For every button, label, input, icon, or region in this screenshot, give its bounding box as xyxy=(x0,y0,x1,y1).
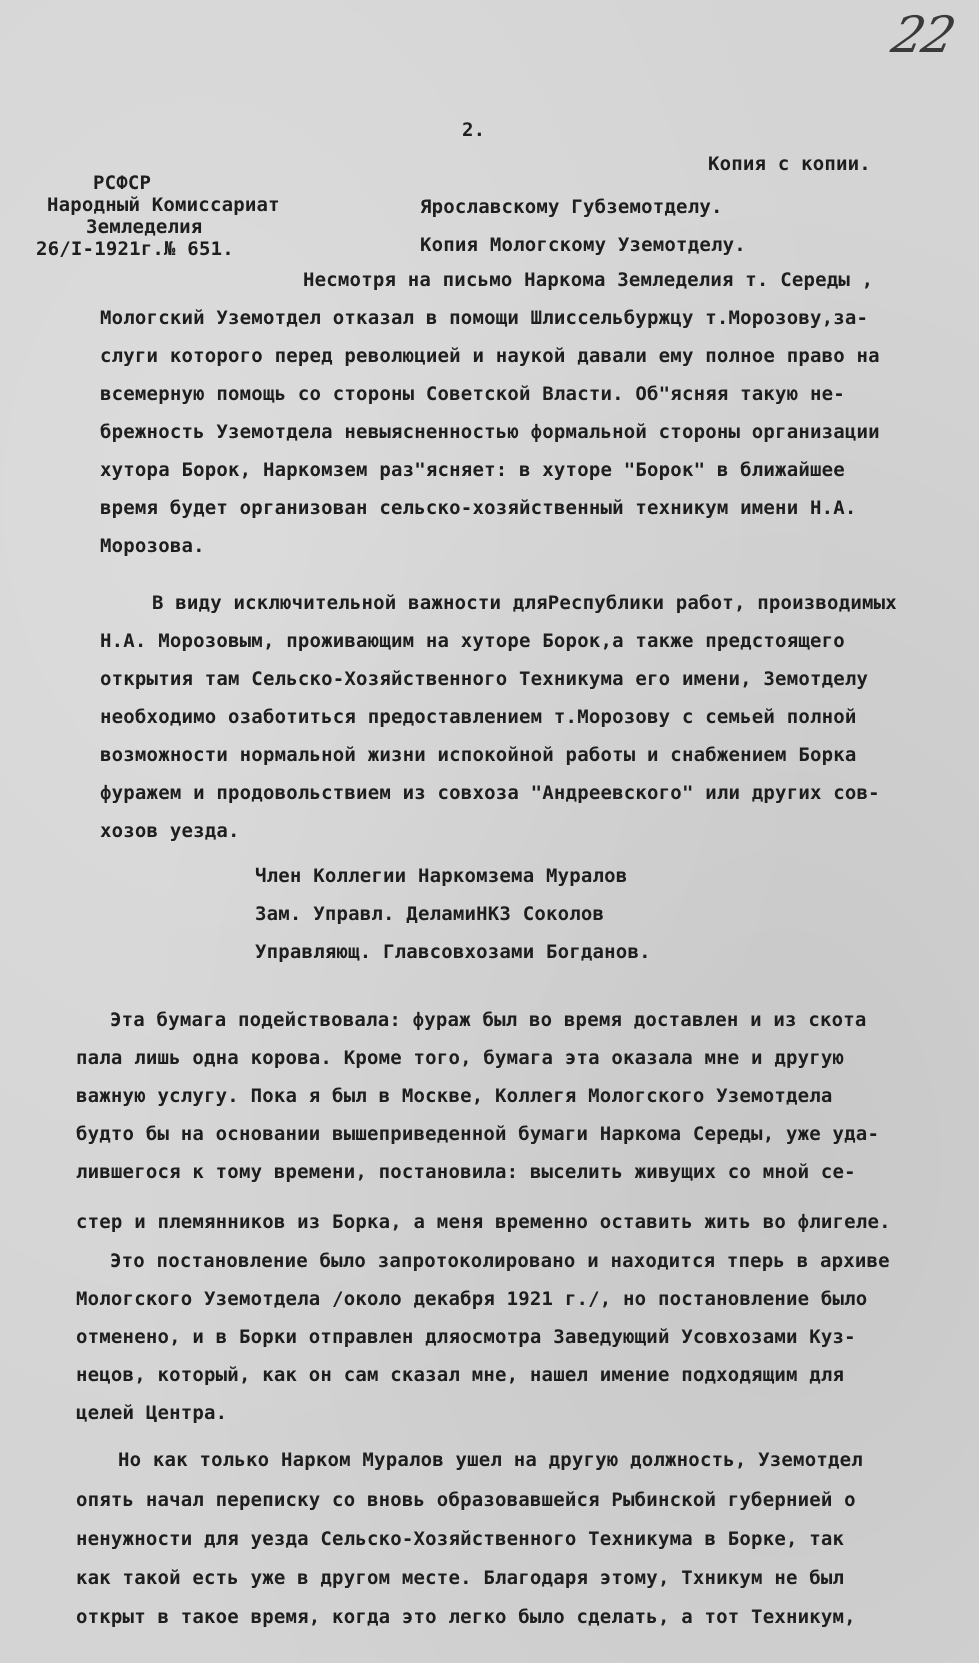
letter-line: Мологский Уземотдел отказал в помощи Шлиссельбуржцу т.Морозову,за- xyxy=(100,307,869,329)
narrative-line: важную услугу. Пока я был в Москве, Коллегя Мологского Уземотдела xyxy=(76,1085,833,1107)
letter-line: слуги которого перед революцией и наукой давали ему полное право на xyxy=(100,345,880,367)
letter-line: брежность Уземотдела невыясненностью формальной стороны организации xyxy=(100,421,880,443)
letter-line: В виду исключительной важности дляРеспублики работ, производимых xyxy=(152,592,897,614)
narrative-line: Это постановление было запротоколировано и находится тперь в архиве xyxy=(110,1250,890,1272)
letter-line: необходимо озаботиться предоставлением т.Морозову с семьей полной xyxy=(100,706,857,728)
sender-line-3: Земледелия xyxy=(86,216,203,238)
narrative-line: Но как только Нарком Муралов ушел на другую должность, Уземотдел xyxy=(118,1449,863,1471)
narrative-line: целей Центра. xyxy=(76,1402,228,1424)
sender-line-4: 26/I-1921г.№ 651. xyxy=(36,238,234,260)
letter-line: Н.А. Морозовым, проживающим на хуторе Борок,а также предстоящего xyxy=(100,630,845,652)
letter-line: время будет организован сельско-хозяйственный техникум имени Н.А. xyxy=(100,497,857,519)
narrative-line: будто бы на основании вышеприведенной бумаги Наркома Середы, уже уда- xyxy=(76,1123,880,1145)
letter-line: Морозова. xyxy=(100,535,205,557)
letter-line: хутора Борок, Наркомзем раз"ясняет: в хуторе "Борок" в ближайшее xyxy=(100,459,845,481)
narrative-line: стер и племянников из Борка, а меня временно оставить жить во флигеле. xyxy=(76,1211,891,1233)
narrative-line: лившегося к тому времени, постановила: выселить живущих со мной се- xyxy=(76,1161,856,1183)
letter-line: возможности нормальной жизни испокойной работы и снабжением Борка xyxy=(100,744,857,766)
narrative-line: Мологского Уземотдела /около декабря 1921 г./, но постановление было xyxy=(76,1288,868,1310)
narrative-line: опять начал переписку со вновь образовавшейся Рыбинской губернией о xyxy=(76,1489,856,1511)
narrative-line: как такой есть уже в другом месте. Благодаря этому, Тхникум не был xyxy=(76,1567,845,1589)
sender-line-1: РСФСР xyxy=(93,172,152,194)
narrative-line: нецов, который, как он сам сказал мне, нашел имение подходящим для xyxy=(76,1364,845,1386)
letter-line: хозов уезда. xyxy=(100,820,240,842)
narrative-line: ненужности для уезда Сельско-Хозяйственного Техникума в Борке, так xyxy=(76,1528,845,1550)
narrative-line: Эта бумага подействовала: фураж был во время доставлен и из скота xyxy=(110,1009,867,1031)
sender-line-2: Народный Комиссариат xyxy=(47,194,280,216)
recipient-line-2: Копия Мологскому Уземотделу. xyxy=(420,234,746,256)
letter-line: открытия там Сельско-Хозяйственного Техникума его имени, Земотделу xyxy=(100,668,869,690)
recipient-line-1: Ярославскому Губземотделу. xyxy=(420,196,723,218)
letter-line: всемерную помощь со стороны Советской Власти. Об"ясняя такую не- xyxy=(100,383,845,405)
narrative-line: отменено, и в Борки отправлен дляосмотра Заведующий Усовхозами Куз- xyxy=(76,1326,856,1348)
handwritten-page-number: 22 xyxy=(887,6,960,64)
letter-line: фуражем и продовольствием из совхоза "Андреевского" или других сов- xyxy=(100,782,880,804)
signature-line: Зам. Управл. ДеламиНКЗ Соколов xyxy=(255,903,605,925)
narrative-line: открыт в такое время, когда это легко было сделать, а тот Техникум, xyxy=(76,1606,856,1628)
signature-line: Член Коллегии Наркомзема Муралов xyxy=(255,865,628,887)
letter-line: Несмотря на письмо Наркома Земледелия т. Середы , xyxy=(303,269,874,291)
narrative-line: пала лишь одна корова. Кроме того, бумага эта оказала мне и другую xyxy=(76,1047,845,1069)
copy-note: Копия с копии. xyxy=(708,153,871,175)
signature-line: Управляющ. Главсовхозами Богданов. xyxy=(255,941,651,963)
sheet-marker: 2. xyxy=(462,119,486,141)
